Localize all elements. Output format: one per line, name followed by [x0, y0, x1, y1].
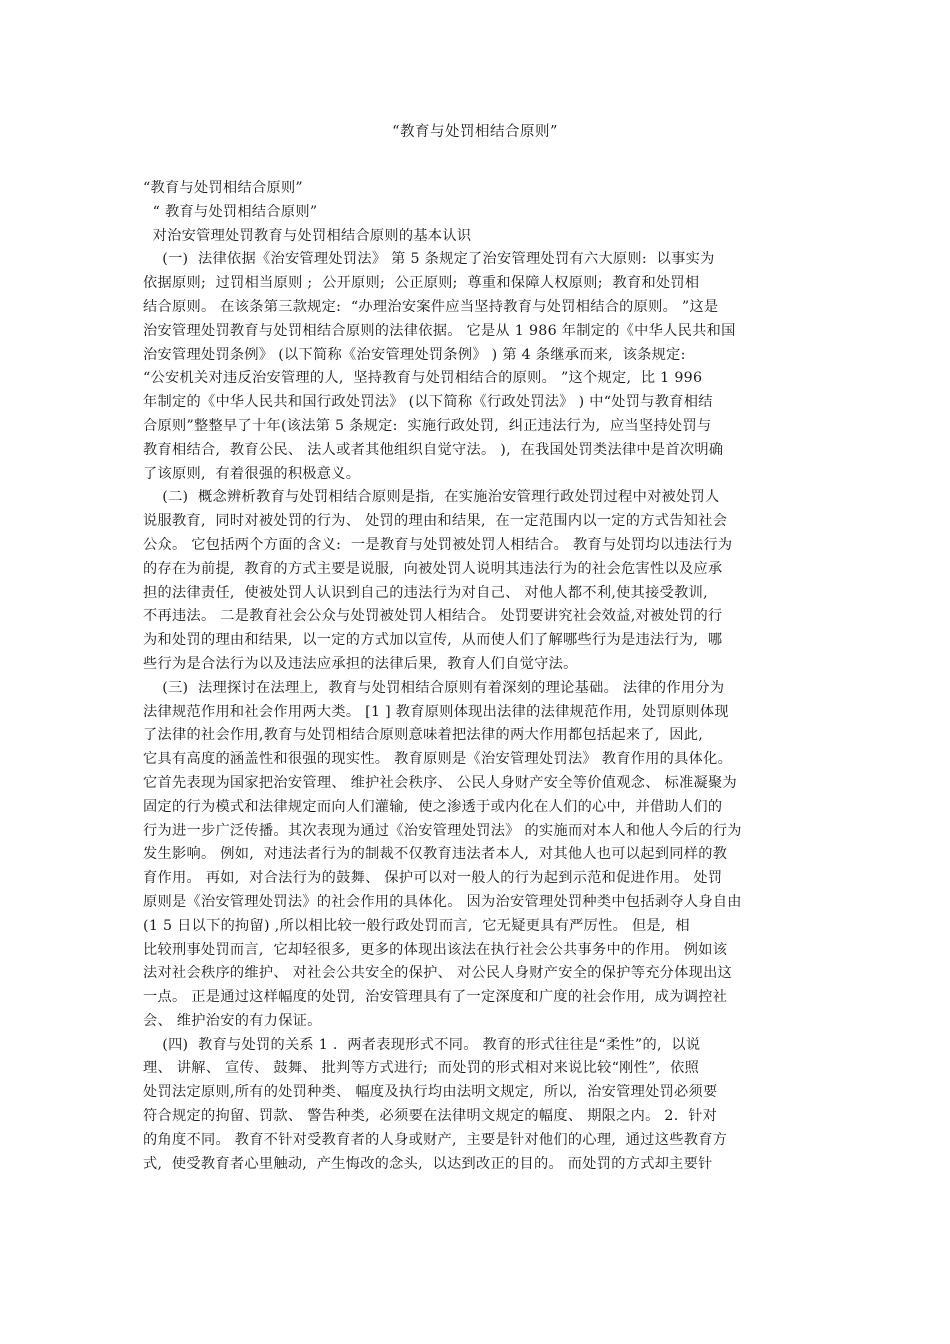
text-line: 结合原则。 在该条第三款规定: “办理治安案件应当坚持教育与处罚相结合的原则。 ”这是: [143, 298, 719, 315]
text-line: (四) 教育与处罚的关系 1 . 两者表现形式不同。 教育的形式往往是“柔性”的, 以说: [143, 1036, 701, 1053]
paragraph-concept: [143, 486, 815, 676]
text-line: 比较刑事处罚而言, 它却轻很多, 更多的体现出该法在执行社会公共事务中的作用。 例如该: [143, 941, 728, 958]
text-line: 它具有高度的涵盖性和很强的现实性。 教育原则是《治安管理处罚法》 教育作用的具体化。: [143, 751, 733, 768]
text-line: 的存在为前提, 教育的方式主要是说服, 向被处罚人说明其违法行为的社会危害性以及应承: [143, 560, 723, 577]
heading-line: “ 教育与处罚相结合原则”: [143, 203, 318, 220]
text-line: 行为进一步广泛传播。其次表现为通过《治安管理处罚法》 的实施而对本人和他人今后的行为: [143, 822, 742, 839]
text-line: 育作用。 再如, 对合法行为的鼓舞、 保护可以对一般人的行为起到示范和促进作用。 处罚: [143, 870, 723, 887]
text-line: (二) 概念辨析教育与处罚相结合原则是指, 在实施治安管理行政处罚过程中对被处罚人: [143, 489, 720, 506]
text-line: 式, 使受教育者心里触动, 产生悔改的念头, 以达到改正的目的。 而处罚的方式却主要针: [143, 1155, 713, 1172]
text-line: 符合规定的拘留、罚款、 警告种类, 必须要在法律明文规定的幅度、 期限之内。 2. 针对: [143, 1108, 718, 1125]
text-line: 年制定的《中华人民共和国行政处罚法》 (以下简称《行政处罚法》 ) 中“处罚与教育相结: [143, 394, 713, 411]
text-line: 为和处罚的理由和结果, 以一定的方式加以宣传, 从而使人们了解哪些行为是违法行为, 哪: [143, 632, 723, 649]
text-line: 它首先表现为国家把治安管理、 维护社会秩序、 公民人身财产安全等价值观念、 标准凝聚为: [143, 774, 737, 791]
text-line: 会、 维护治安的有力保证。: [143, 1012, 322, 1029]
text-line: 一点。 正是通过这样幅度的处罚, 治安管理具有了一定深度和广度的社会作用, 成为调控社: [143, 989, 728, 1006]
text-line: 法律规范作用和社会作用两大类。 [1 ] 教育原则体现出法律的法律规范作用, 处罚原则体现: [143, 703, 729, 720]
text-line: (1 5 日以下的拘留) ,所以相比较一般行政处罚而言, 它无疑更具有严厉性。 但是, 相: [143, 917, 690, 934]
text-line: (三) 法理探讨在法理上, 教育与处罚相结合原则有着深刻的理论基础。 法律的作用分为: [143, 679, 725, 696]
text-line: 了该原则, 有着很强的积极意义。: [143, 465, 361, 482]
text-line: 说服教育, 同时对被处罚的行为、 处罚的理由和结果, 在一定范围内以一定的方式告知社会: [143, 513, 728, 530]
text-line: 担的法律责任, 使被处罚人认识到自己的违法行为对自己、 对他人都不利,使其接受教训,: [143, 584, 708, 601]
document-body: [143, 177, 815, 1176]
text-line: 不再违法。 二是教育社会公众与处罚被处罚人相结合。 处罚要讲究社会效益,对被处罚的行: [143, 608, 723, 625]
paragraph-jurisprudence: [143, 677, 815, 1034]
text-line: 治安管理处罚教育与处罚相结合原则的法律依据。 它是从 1 986 年制定的《中华人民共和国: [143, 322, 736, 339]
text-line: 教育相结合, 教育公民、 法人或者其他组织自觉守法。 ), 在我国处罚类法律中是首次明确: [143, 441, 724, 458]
text-line: 法对社会秩序的维护、 对社会公共安全的保护、 对公民人身财产安全的保护等充分体现出这: [143, 965, 733, 982]
text-line: 合原则”整整早了十年(该法第 5 条规定: 实施行政处罚, 纠正违法行为, 应当坚持处罚与: [143, 417, 712, 434]
text-line: 处罚法定原则,所有的处罚种类、 幅度及执行均由法明文规定, 所以, 治安管理处罚必须要: [143, 1084, 718, 1101]
heading-line: “教育与处罚相结合原则”: [143, 180, 303, 196]
document-title: “教育与处罚相结合原则”: [392, 124, 558, 140]
text-line: 治安管理处罚条例》 (以下简称《治安管理处罚条例》 ) 第 4 条继承而来, 该条规定:: [143, 346, 686, 363]
text-line: (一) 法律依据《治安管理处罚法》 第 5 条规定了治安管理处罚有六大原则: 以事实为: [143, 251, 715, 268]
text-line: 固定的行为模式和法律规定而向人们灌输, 使之渗透于或内化在人们的心中, 并借助人们的: [143, 798, 723, 815]
text-line: 了法律的社会作用,教育与处罚相结合原则意味着把法律的两大作用都包括起来了, 因此,: [143, 727, 704, 744]
text-line: “公安机关对违反治安管理的人, 坚持教育与处罚相结合的原则。 ”这个规定, 比 1 996: [143, 370, 703, 387]
paragraph-legal-basis: [143, 248, 815, 486]
text-line: 依据原则; 过罚相当原则 ; 公开原则; 公正原则; 尊重和保障人权原则; 教育和处罚相: [143, 275, 700, 292]
text-line: 公众。 它包括两个方面的含义: 一是教育与处罚被处罚人相结合。 教育与处罚均以违法行为: [143, 536, 733, 553]
text-line: 发生影响。 例如, 对违法者行为的制裁不仅教育违法者本人, 对其他人也可以起到同样的教: [143, 846, 728, 863]
text-line: 些行为是合法行为以及违法应承担的法律后果, 教育人们自觉守法。: [143, 655, 578, 672]
heading-line: 对治安管理处罚教育与处罚相结合原则的基本认识: [143, 227, 472, 244]
text-line: 原则是《治安管理处罚法》的社会作用的具体化。 因为治安管理处罚种类中包括剥夺人身自由: [143, 893, 742, 910]
text-line: 理、 讲解、 宣传、 鼓舞、 批判等方式进行; 而处罚的形式相对来说比较“刚性”, 依照: [143, 1060, 700, 1077]
paragraph-relationship: [143, 1034, 815, 1177]
text-line: 的角度不同。 教育不针对受教育者的人身或财产, 主要是针对他们的心理, 通过这些教育方: [143, 1131, 728, 1148]
